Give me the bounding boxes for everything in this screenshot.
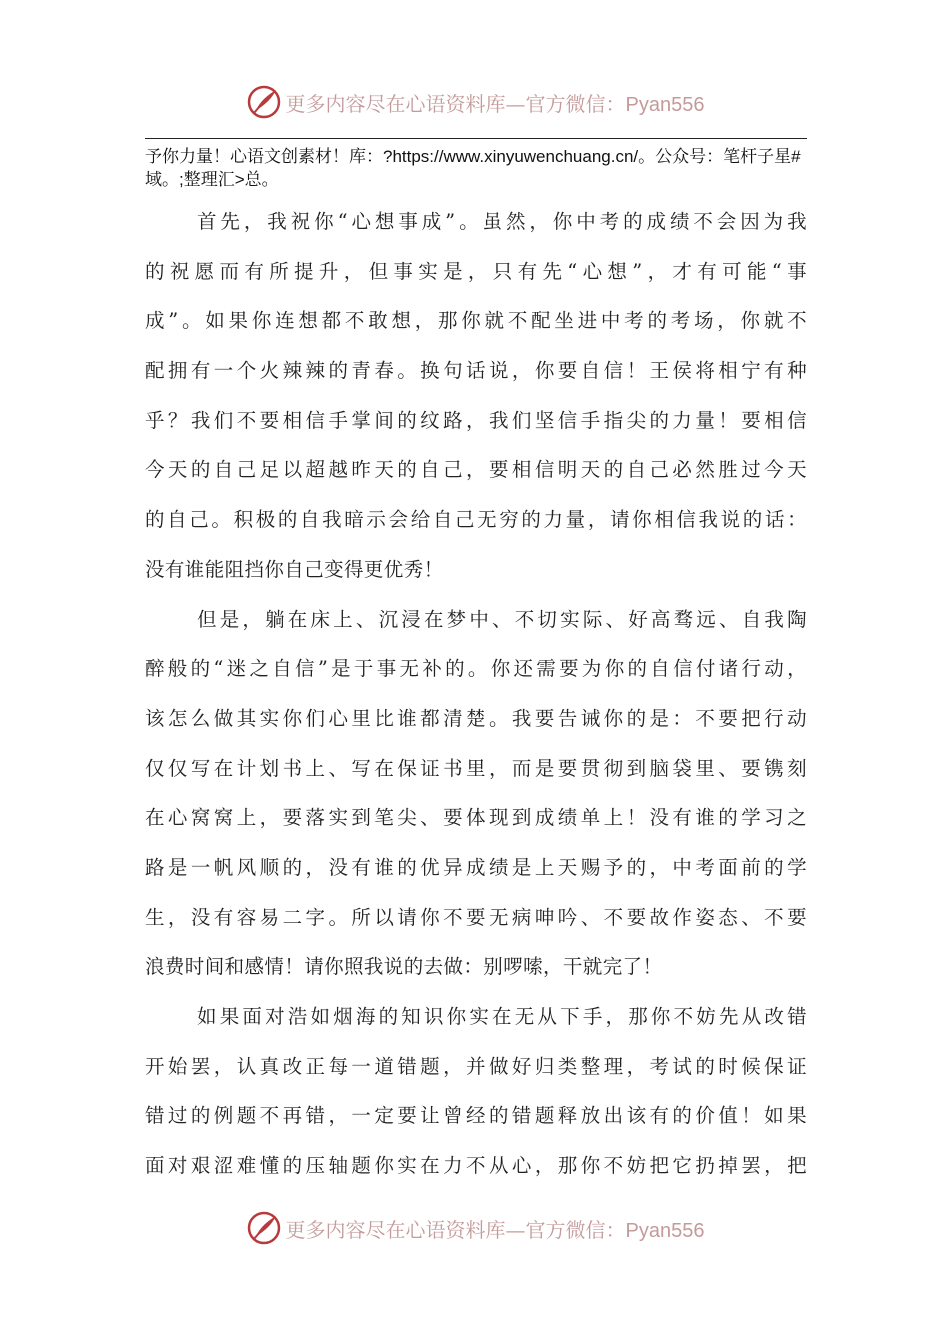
text-line: 浪费时间和感情！请你照我说的去做：别啰嗦，干就完了！ [145,955,663,979]
text-line: 的祝愿而有所提升，但事实是，只有先“心想”，才有可能“事 [145,259,807,283]
text-line: 的自己。积极的自我暗示会给自己无穷的力量，请你相信我说的话： [145,508,807,532]
quill-logo-icon [246,1210,282,1246]
text-line: 错过的例题不再错，一定要让曾经的错题释放出该有的价值！如果 [145,1104,807,1128]
text-line: 醉般的“迷之自信”是于事无补的。你还需要为你的自信付诸行动， [145,657,807,681]
text-line: 成”。如果你连想都不敢想，那你就不配坐进中考的考场，你就不 [145,309,807,333]
text-line: 但是，躺在床上、沉浸在梦中、不切实际、好高骛远、自我陶 [197,607,807,631]
text-line: 没有谁能阻挡你自己变得更优秀！ [145,557,444,581]
text-line: 在心窝窝上，要落实到笔尖、要体现到成绩单上！没有谁的学习之 [145,806,807,830]
quill-logo-icon [246,84,282,120]
header-banner [0,82,950,122]
text-line: 面对艰涩难懂的压轴题你实在力不从心，那你不妨把它扔掉罢，把 [145,1154,807,1178]
intro-text: 予你力量！心语文创素材！库：?https://www.xinyuwenchuang.cn/。公众号：笔杆子星#域。;整理汇>总。 [145,147,801,189]
footer-banner [0,1208,950,1248]
text-line: 生，没有容易二字。所以请你不要无病呻吟、不要故作姿态、不要 [145,905,807,929]
text-line: 配拥有一个火辣辣的青春。换句话说，你要自信！王侯将相宁有种 [145,359,807,383]
text-line: 该怎么做其实你们心里比谁都清楚。我要告诫你的是：不要把行动 [145,706,807,730]
banner-text: 更多内容尽在心语资料库—官方微信：Pyan556 [285,1217,705,1242]
header-rule [145,138,807,139]
wechat-id: Pyan556 [625,93,705,116]
wechat-id: Pyan556 [625,1219,705,1242]
text-line: 今天的自己足以超越昨天的自己，要相信明天的自己必然胜过今天 [145,458,807,482]
article-body [145,197,807,1191]
text-line: 如果面对浩如烟海的知识你实在无从下手，那你不妨先从改错 [197,1005,807,1028]
text-line: 首先，我祝你“心想事成”。虽然，你中考的成绩不会因为我 [197,210,807,233]
text-line: 路是一帆风顺的，没有谁的优异成绩是上天赐予的，中考面前的学 [145,855,807,879]
text-line: 仅仅写在计划书上、写在保证书里，而是要贯彻到脑袋里、要镌刻 [145,756,807,780]
text-line: 乎？我们不要相信手掌间的纹路，我们坚信手指尖的力量！要相信 [145,408,807,432]
text-line: 开始罢，认真改正每一道错题，并做好归类整理，考试的时候保证 [145,1054,807,1078]
banner-text: 更多内容尽在心语资料库—官方微信：Pyan556 [285,91,705,116]
